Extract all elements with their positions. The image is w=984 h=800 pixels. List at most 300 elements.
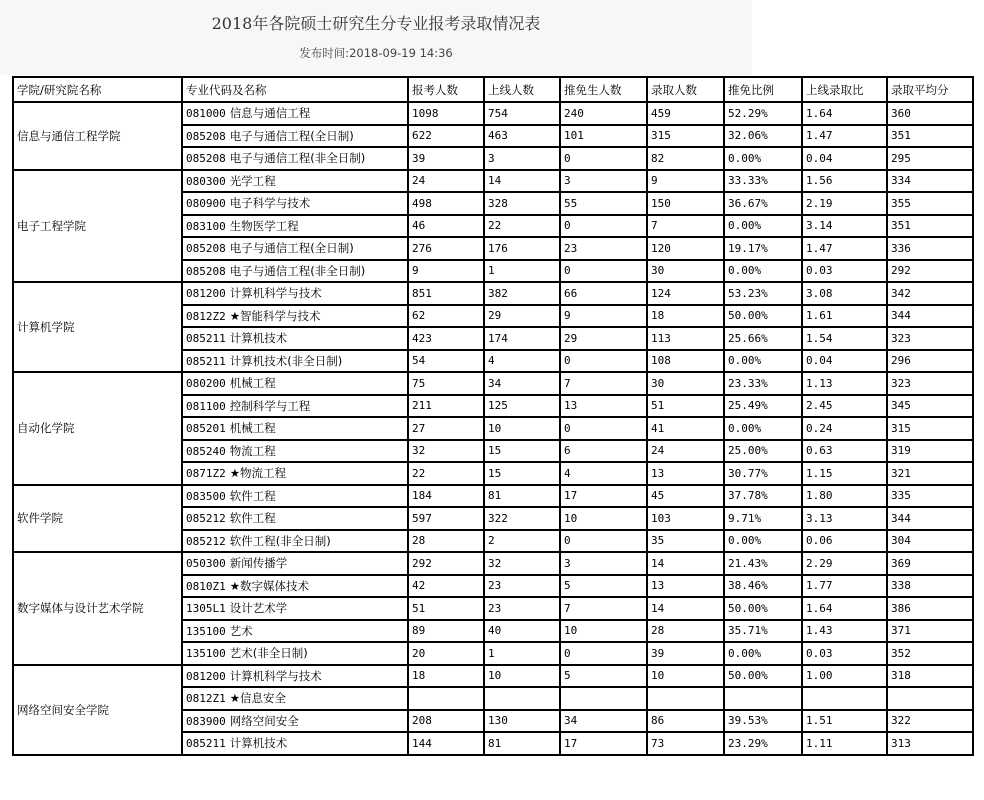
applicants-cell: 498 [408, 192, 484, 215]
average-score-cell: 292 [887, 260, 973, 283]
pass-admit-ratio-cell: 1.47 [802, 125, 887, 148]
major-code: 0871Z2 [186, 467, 226, 481]
applicants-cell: 208 [408, 710, 484, 733]
exempt-ratio-cell: 30.77% [724, 462, 802, 485]
major-code: 085212 [186, 512, 226, 526]
applicants-cell: 75 [408, 372, 484, 395]
exempt-ratio-cell: 52.29% [724, 102, 802, 125]
admitted-cell: 13 [647, 575, 724, 598]
major-name: ★信息安全 [229, 691, 287, 706]
admitted-cell: 30 [647, 260, 724, 283]
applicants-cell: 276 [408, 237, 484, 260]
exempt-ratio-cell: 39.53% [724, 710, 802, 733]
major-code: 0812Z2 [186, 309, 226, 323]
header-exempt-ratio: 推免比例 [724, 77, 802, 102]
exempt-cell: 0 [560, 147, 647, 170]
admission-table [12, 76, 974, 756]
exempt-ratio-cell: 38.46% [724, 575, 802, 598]
table-row [13, 665, 973, 688]
admitted-cell: 124 [647, 282, 724, 305]
major-cell [182, 305, 408, 328]
major-code: 085211 [186, 354, 226, 368]
institute-name-cell: 自动化学院 [13, 372, 182, 485]
passed-cell: 29 [484, 305, 560, 328]
exempt-ratio-cell: 35.71% [724, 620, 802, 643]
admitted-cell: 108 [647, 350, 724, 373]
average-score-cell: 334 [887, 170, 973, 193]
passed-cell: 40 [484, 620, 560, 643]
major-code: 085212 [186, 534, 226, 548]
applicants-cell: 622 [408, 125, 484, 148]
passed-cell: 15 [484, 440, 560, 463]
pass-admit-ratio-cell: 0.04 [802, 350, 887, 373]
applicants-cell: 28 [408, 530, 484, 553]
header-major: 专业代码及名称 [182, 77, 408, 102]
applicants-cell: 39 [408, 147, 484, 170]
admitted-cell: 82 [647, 147, 724, 170]
passed-cell: 176 [484, 237, 560, 260]
pass-admit-ratio-cell: 1.47 [802, 237, 887, 260]
major-cell [182, 350, 408, 373]
major-code: 0810Z1 [186, 579, 226, 593]
table-body [13, 102, 973, 755]
average-score-cell: 351 [887, 215, 973, 238]
exempt-cell: 17 [560, 732, 647, 755]
major-cell [182, 170, 408, 193]
institute-name-cell: 信息与通信工程学院 [13, 102, 182, 170]
passed-cell: 322 [484, 507, 560, 530]
major-code: 080200 [186, 377, 226, 391]
pass-admit-ratio-cell: 1.80 [802, 485, 887, 508]
pass-admit-ratio-cell: 1.64 [802, 597, 887, 620]
major-code: 1305L1 [186, 602, 226, 616]
pass-admit-ratio-cell: 0.04 [802, 147, 887, 170]
major-cell [182, 282, 408, 305]
admitted-cell: 150 [647, 192, 724, 215]
average-score-cell: 323 [887, 327, 973, 350]
table-row [13, 102, 973, 125]
applicants-cell: 62 [408, 305, 484, 328]
major-name: 生物医学工程 [229, 218, 299, 233]
exempt-cell: 101 [560, 125, 647, 148]
major-cell [182, 575, 408, 598]
pass-admit-ratio-cell: 1.56 [802, 170, 887, 193]
major-name: 计算机技术(非全日制) [229, 353, 343, 368]
applicants-cell: 27 [408, 417, 484, 440]
pass-admit-ratio-cell: 1.51 [802, 710, 887, 733]
applicants-cell: 18 [408, 665, 484, 688]
admitted-cell: 35 [647, 530, 724, 553]
major-name: ★物流工程 [229, 466, 287, 481]
admitted-cell: 30 [647, 372, 724, 395]
page-title: 2018年各院硕士研究生分专业报考录取情况表 [211, 14, 541, 33]
admitted-cell: 86 [647, 710, 724, 733]
average-score-cell: 345 [887, 395, 973, 418]
exempt-ratio-cell: 19.17% [724, 237, 802, 260]
major-code: 085208 [186, 129, 226, 143]
major-name: 软件工程(非全日制) [229, 533, 331, 548]
exempt-cell: 0 [560, 417, 647, 440]
passed-cell: 2 [484, 530, 560, 553]
exempt-ratio-cell: 25.49% [724, 395, 802, 418]
table-row [13, 372, 973, 395]
average-score-cell [887, 687, 973, 710]
pass-admit-ratio-cell: 1.11 [802, 732, 887, 755]
exempt-ratio-cell: 25.66% [724, 327, 802, 350]
pass-admit-ratio-cell: 3.13 [802, 507, 887, 530]
applicants-cell: 51 [408, 597, 484, 620]
exempt-ratio-cell: 9.71% [724, 507, 802, 530]
major-code: 085208 [186, 264, 226, 278]
exempt-ratio-cell: 37.78% [724, 485, 802, 508]
average-score-cell: 344 [887, 507, 973, 530]
average-score-cell: 355 [887, 192, 973, 215]
exempt-ratio-cell: 36.67% [724, 192, 802, 215]
major-name: 计算机科学与技术 [229, 668, 322, 683]
applicants-cell: 20 [408, 642, 484, 665]
major-code: 081200 [186, 669, 226, 683]
average-score-cell: 342 [887, 282, 973, 305]
admitted-cell: 28 [647, 620, 724, 643]
pass-admit-ratio-cell: 0.03 [802, 642, 887, 665]
exempt-ratio-cell: 50.00% [724, 665, 802, 688]
major-name: ★数字媒体技术 [229, 578, 310, 593]
exempt-cell [560, 687, 647, 710]
average-score-cell: 315 [887, 417, 973, 440]
admitted-cell: 14 [647, 552, 724, 575]
major-cell [182, 665, 408, 688]
exempt-cell: 23 [560, 237, 647, 260]
header-average-score: 录取平均分 [887, 77, 973, 102]
exempt-cell: 13 [560, 395, 647, 418]
exempt-ratio-cell: 0.00% [724, 147, 802, 170]
exempt-cell: 0 [560, 260, 647, 283]
passed-cell [484, 687, 560, 710]
major-code: 135100 [186, 647, 226, 661]
applicants-cell [408, 687, 484, 710]
major-cell [182, 327, 408, 350]
major-name: 电子与通信工程(全日制) [229, 128, 354, 143]
major-cell [182, 440, 408, 463]
major-cell [182, 372, 408, 395]
major-name: 物流工程 [229, 443, 276, 458]
table-row [13, 282, 973, 305]
major-name: 电子科学与技术 [229, 196, 311, 211]
major-code: 0812Z1 [186, 692, 226, 706]
exempt-cell: 55 [560, 192, 647, 215]
applicants-cell: 46 [408, 215, 484, 238]
major-cell [182, 732, 408, 755]
table-row [13, 485, 973, 508]
major-name: 电子与通信工程(非全日制) [229, 263, 366, 278]
major-cell [182, 237, 408, 260]
exempt-cell: 240 [560, 102, 647, 125]
average-score-cell: 319 [887, 440, 973, 463]
average-score-cell: 335 [887, 485, 973, 508]
pass-admit-ratio-cell: 1.77 [802, 575, 887, 598]
exempt-cell: 6 [560, 440, 647, 463]
exempt-ratio-cell: 23.29% [724, 732, 802, 755]
admitted-cell: 41 [647, 417, 724, 440]
major-code: 083500 [186, 489, 226, 503]
pass-admit-ratio-cell: 1.00 [802, 665, 887, 688]
major-name: ★智能科学与技术 [229, 308, 321, 323]
major-cell [182, 507, 408, 530]
header-admitted: 录取人数 [647, 77, 724, 102]
passed-cell: 14 [484, 170, 560, 193]
admitted-cell: 459 [647, 102, 724, 125]
major-code: 085208 [186, 242, 226, 256]
exempt-cell: 4 [560, 462, 647, 485]
passed-cell: 32 [484, 552, 560, 575]
exempt-cell: 17 [560, 485, 647, 508]
admitted-cell [647, 687, 724, 710]
pass-admit-ratio-cell: 2.45 [802, 395, 887, 418]
admitted-cell: 103 [647, 507, 724, 530]
applicants-cell: 54 [408, 350, 484, 373]
admitted-cell: 7 [647, 215, 724, 238]
major-cell [182, 710, 408, 733]
applicants-cell: 9 [408, 260, 484, 283]
major-cell [182, 462, 408, 485]
major-name: 机械工程 [229, 376, 276, 391]
major-cell [182, 417, 408, 440]
major-name: 信息与通信工程 [229, 106, 311, 121]
major-code: 085208 [186, 152, 226, 166]
applicants-cell: 423 [408, 327, 484, 350]
applicants-cell: 851 [408, 282, 484, 305]
major-code: 085201 [186, 422, 226, 436]
admitted-cell: 51 [647, 395, 724, 418]
exempt-cell: 5 [560, 575, 647, 598]
pass-admit-ratio-cell: 1.54 [802, 327, 887, 350]
header-exempt: 推免生人数 [560, 77, 647, 102]
pass-admit-ratio-cell: 3.08 [802, 282, 887, 305]
average-score-cell: 338 [887, 575, 973, 598]
major-code: 080300 [186, 174, 226, 188]
admitted-cell: 24 [647, 440, 724, 463]
pass-admit-ratio-cell: 1.13 [802, 372, 887, 395]
exempt-cell: 29 [560, 327, 647, 350]
pass-admit-ratio-cell: 2.19 [802, 192, 887, 215]
average-score-cell: 351 [887, 125, 973, 148]
exempt-ratio-cell: 0.00% [724, 417, 802, 440]
passed-cell: 125 [484, 395, 560, 418]
header-pass-admit-ratio: 上线录取比 [802, 77, 887, 102]
major-cell [182, 260, 408, 283]
major-cell [182, 597, 408, 620]
major-name: 机械工程 [229, 421, 276, 436]
table-row [13, 170, 973, 193]
exempt-ratio-cell: 0.00% [724, 530, 802, 553]
applicants-cell: 42 [408, 575, 484, 598]
institute-name-cell: 电子工程学院 [13, 170, 182, 283]
passed-cell: 754 [484, 102, 560, 125]
applicants-cell: 24 [408, 170, 484, 193]
passed-cell: 81 [484, 485, 560, 508]
average-score-cell: 313 [887, 732, 973, 755]
applicants-cell: 597 [408, 507, 484, 530]
exempt-ratio-cell: 0.00% [724, 350, 802, 373]
major-cell [182, 620, 408, 643]
applicants-cell: 211 [408, 395, 484, 418]
average-score-cell: 386 [887, 597, 973, 620]
major-code: 081000 [186, 107, 226, 121]
major-cell [182, 485, 408, 508]
exempt-cell: 10 [560, 507, 647, 530]
average-score-cell: 296 [887, 350, 973, 373]
average-score-cell: 369 [887, 552, 973, 575]
exempt-ratio-cell: 53.23% [724, 282, 802, 305]
header-applicants: 报考人数 [408, 77, 484, 102]
major-name: 控制科学与工程 [229, 398, 311, 413]
major-name: 新闻传播学 [229, 556, 288, 571]
average-score-cell: 336 [887, 237, 973, 260]
passed-cell: 1 [484, 260, 560, 283]
average-score-cell: 360 [887, 102, 973, 125]
passed-cell: 130 [484, 710, 560, 733]
major-code: 135100 [186, 624, 226, 638]
institute-name-cell: 网络空间安全学院 [13, 665, 182, 755]
major-cell [182, 530, 408, 553]
exempt-cell: 66 [560, 282, 647, 305]
pass-admit-ratio-cell: 0.63 [802, 440, 887, 463]
major-cell [182, 687, 408, 710]
exempt-cell: 34 [560, 710, 647, 733]
exempt-ratio-cell: 0.00% [724, 215, 802, 238]
major-code: 050300 [186, 557, 226, 571]
applicants-cell: 32 [408, 440, 484, 463]
passed-cell: 22 [484, 215, 560, 238]
major-name: 艺术(非全日制) [229, 646, 308, 661]
average-score-cell: 318 [887, 665, 973, 688]
passed-cell: 23 [484, 597, 560, 620]
major-code: 081200 [186, 287, 226, 301]
major-code: 085211 [186, 332, 226, 346]
exempt-ratio-cell: 21.43% [724, 552, 802, 575]
exempt-cell: 9 [560, 305, 647, 328]
publish-time: 发布时间:2018-09-19 14:36 [299, 46, 453, 60]
institute-name-cell: 数字媒体与设计艺术学院 [13, 552, 182, 665]
applicants-cell: 1098 [408, 102, 484, 125]
admitted-cell: 13 [647, 462, 724, 485]
header-passed: 上线人数 [484, 77, 560, 102]
pass-admit-ratio-cell: 1.43 [802, 620, 887, 643]
pass-admit-ratio-cell: 0.03 [802, 260, 887, 283]
exempt-cell: 0 [560, 350, 647, 373]
pass-admit-ratio-cell: 1.15 [802, 462, 887, 485]
major-name: 软件工程 [229, 488, 276, 503]
exempt-ratio-cell: 50.00% [724, 305, 802, 328]
average-score-cell: 295 [887, 147, 973, 170]
passed-cell: 328 [484, 192, 560, 215]
exempt-ratio-cell [724, 687, 802, 710]
passed-cell: 10 [484, 665, 560, 688]
admitted-cell: 73 [647, 732, 724, 755]
major-name: 电子与通信工程(全日制) [229, 241, 354, 256]
major-cell [182, 642, 408, 665]
pass-admit-ratio-cell: 1.64 [802, 102, 887, 125]
passed-cell: 463 [484, 125, 560, 148]
passed-cell: 15 [484, 462, 560, 485]
admitted-cell: 113 [647, 327, 724, 350]
major-cell [182, 192, 408, 215]
institute-name-cell: 软件学院 [13, 485, 182, 553]
major-cell [182, 147, 408, 170]
major-cell [182, 552, 408, 575]
major-name: 软件工程 [229, 511, 276, 526]
admitted-cell: 10 [647, 665, 724, 688]
admitted-cell: 14 [647, 597, 724, 620]
major-name: 计算机技术 [229, 331, 288, 346]
average-score-cell: 371 [887, 620, 973, 643]
exempt-cell: 7 [560, 372, 647, 395]
major-name: 艺术 [229, 623, 253, 638]
table-header-row [13, 77, 973, 102]
exempt-ratio-cell: 25.00% [724, 440, 802, 463]
exempt-cell: 0 [560, 530, 647, 553]
exempt-ratio-cell: 0.00% [724, 260, 802, 283]
major-code: 085211 [186, 737, 226, 751]
major-code: 083900 [186, 714, 226, 728]
exempt-ratio-cell: 23.33% [724, 372, 802, 395]
admitted-cell: 18 [647, 305, 724, 328]
average-score-cell: 321 [887, 462, 973, 485]
major-code: 085240 [186, 444, 226, 458]
exempt-ratio-cell: 33.33% [724, 170, 802, 193]
exempt-cell: 5 [560, 665, 647, 688]
average-score-cell: 323 [887, 372, 973, 395]
exempt-cell: 7 [560, 597, 647, 620]
major-cell [182, 102, 408, 125]
admitted-cell: 39 [647, 642, 724, 665]
admitted-cell: 120 [647, 237, 724, 260]
major-code: 081100 [186, 399, 226, 413]
major-name: 光学工程 [229, 173, 276, 188]
applicants-cell: 22 [408, 462, 484, 485]
exempt-cell: 3 [560, 552, 647, 575]
admitted-cell: 9 [647, 170, 724, 193]
major-name: 设计艺术学 [229, 601, 288, 616]
header-institute: 学院/研究院名称 [13, 77, 182, 102]
average-score-cell: 344 [887, 305, 973, 328]
pass-admit-ratio-cell: 2.29 [802, 552, 887, 575]
major-code: 080900 [186, 197, 226, 211]
exempt-cell: 10 [560, 620, 647, 643]
pass-admit-ratio-cell [802, 687, 887, 710]
average-score-cell: 352 [887, 642, 973, 665]
exempt-cell: 0 [560, 215, 647, 238]
admitted-cell: 315 [647, 125, 724, 148]
passed-cell: 3 [484, 147, 560, 170]
pass-admit-ratio-cell: 0.24 [802, 417, 887, 440]
applicants-cell: 144 [408, 732, 484, 755]
admitted-cell: 45 [647, 485, 724, 508]
exempt-cell: 0 [560, 642, 647, 665]
major-cell [182, 395, 408, 418]
exempt-ratio-cell: 50.00% [724, 597, 802, 620]
exempt-ratio-cell: 0.00% [724, 642, 802, 665]
applicants-cell: 292 [408, 552, 484, 575]
pass-admit-ratio-cell: 0.06 [802, 530, 887, 553]
passed-cell: 174 [484, 327, 560, 350]
applicants-cell: 89 [408, 620, 484, 643]
table-row [13, 552, 973, 575]
pass-admit-ratio-cell: 1.61 [802, 305, 887, 328]
major-name: 电子与通信工程(非全日制) [229, 151, 366, 166]
passed-cell: 23 [484, 575, 560, 598]
average-score-cell: 304 [887, 530, 973, 553]
